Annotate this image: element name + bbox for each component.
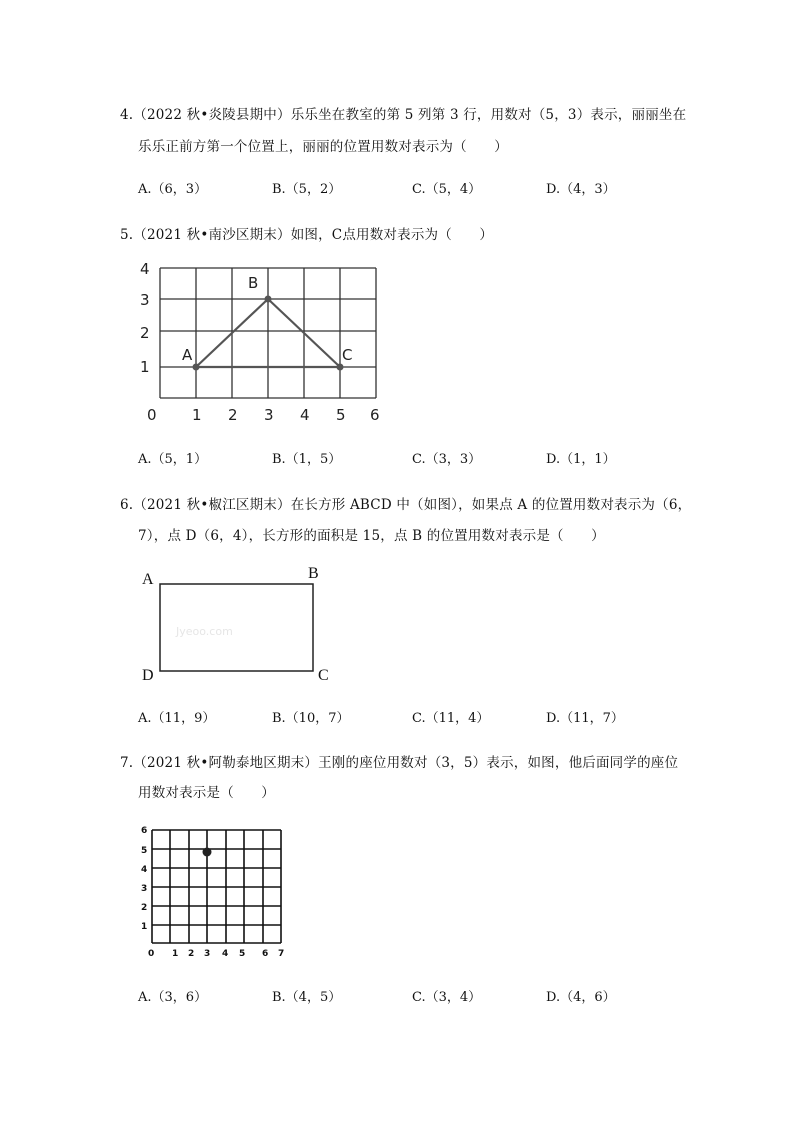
q7-seat-grid-figure	[138, 822, 294, 962]
q5-option-c[interactable]: C.（3，3）	[412, 452, 482, 467]
q5-x-label-5: 5	[336, 406, 346, 424]
q7-x-label-6: 6	[262, 949, 269, 959]
q7-x-label-3: 3	[204, 949, 211, 959]
q5-y-label-2: 2	[140, 324, 150, 342]
q5-point-a	[193, 364, 200, 371]
q6-option-b[interactable]: B.（10，7）	[272, 711, 350, 726]
q7-x-label-0: 0	[148, 949, 155, 959]
q6-corner-d: D	[142, 667, 154, 684]
q5-x-label-6: 6	[370, 406, 380, 424]
q6-corner-a: A	[142, 571, 154, 588]
q5-x-label-4: 4	[300, 406, 310, 424]
q4-option-a[interactable]: A.（6，3）	[138, 182, 208, 197]
q7-x-label-4: 4	[222, 949, 229, 959]
q7-y-label-5: 5	[141, 846, 148, 856]
q6-watermark: Jyeoo.com	[176, 625, 233, 638]
q5-y-label-1: 1	[140, 358, 150, 376]
q7-option-d[interactable]: D.（4，6）	[546, 990, 616, 1005]
q6-corner-b: B	[308, 565, 319, 582]
q7-stem-line2: 用数对表示是（ ）	[138, 785, 275, 801]
q6-option-a[interactable]: A.（11，9）	[138, 711, 216, 726]
q5-option-d[interactable]: D.（1，1）	[546, 452, 616, 467]
q5-option-a[interactable]: A.（5，1）	[138, 452, 208, 467]
q5-coordinate-figure	[130, 260, 390, 430]
q4-stem-line1: 4.（2022 秋•炎陵县期中）乐乐坐在教室的第 5 列第 3 行，用数对（5，3）表示，丽丽坐在	[120, 107, 687, 123]
q5-point-a-label: A	[182, 346, 193, 364]
q5-x-label-2: 2	[228, 406, 238, 424]
q5-point-c-label: C	[342, 346, 353, 364]
q5-x-label-3: 3	[264, 406, 274, 424]
q7-y-label-1: 1	[141, 922, 148, 932]
q6-rectangle-figure	[136, 560, 346, 690]
q7-x-label-1: 1	[172, 949, 179, 959]
q7-y-label-4: 4	[141, 865, 148, 875]
q7-x-label-2: 2	[188, 949, 195, 959]
q4-option-b[interactable]: B.（5，2）	[272, 182, 342, 197]
q5-grid	[160, 268, 376, 398]
q5-stem: 5.（2021 秋•南沙区期末）如图，C点用数对表示为（ ）	[120, 227, 494, 243]
q5-x-label-1: 1	[192, 406, 202, 424]
q7-x-label-5: 5	[239, 949, 246, 959]
q5-point-b	[265, 296, 272, 303]
q7-x-label-7: 7	[278, 949, 285, 959]
q5-point-c	[337, 364, 344, 371]
q6-option-d[interactable]: D.（11，7）	[546, 711, 624, 726]
q7-y-label-6: 6	[141, 826, 148, 836]
q4-option-c[interactable]: C.（5，4）	[412, 182, 482, 197]
q5-x-label-0: 0	[147, 406, 157, 424]
q6-option-c[interactable]: C.（11，4）	[412, 711, 490, 726]
q4-option-d[interactable]: D.（4，3）	[546, 182, 616, 197]
q6-stem-line1: 6.（2021 秋•椒江区期末）在长方形 ABCD 中（如图），如果点 A 的位置用数对表示为（6，	[120, 497, 692, 513]
q6-corner-c: C	[318, 667, 329, 684]
q7-option-a[interactable]: A.（3，6）	[138, 990, 208, 1005]
q7-option-c[interactable]: C.（3，4）	[412, 990, 482, 1005]
q5-y-label-3: 3	[140, 291, 150, 309]
q7-grid	[152, 830, 281, 943]
q7-y-label-3: 3	[141, 884, 148, 894]
q7-option-b[interactable]: B.（4，5）	[272, 990, 342, 1005]
q4-stem-line2: 乐乐正前方第一个位置上，丽丽的位置用数对表示为（ ）	[138, 139, 508, 155]
q7-seat-dot	[203, 848, 212, 857]
q5-point-b-label: B	[248, 274, 259, 292]
q5-option-b[interactable]: B.（1，5）	[272, 452, 342, 467]
q7-stem-line1: 7.（2021 秋•阿勒泰地区期末）王刚的座位用数对（3，5）表示，如图，他后面同学的座位	[120, 755, 679, 771]
q6-stem-line2: 7），点 D（6，4），长方形的面积是 15，点 B 的位置用数对表示是（ ）	[138, 528, 605, 544]
q7-y-label-2: 2	[141, 903, 148, 913]
q5-y-label-4: 4	[140, 260, 150, 278]
